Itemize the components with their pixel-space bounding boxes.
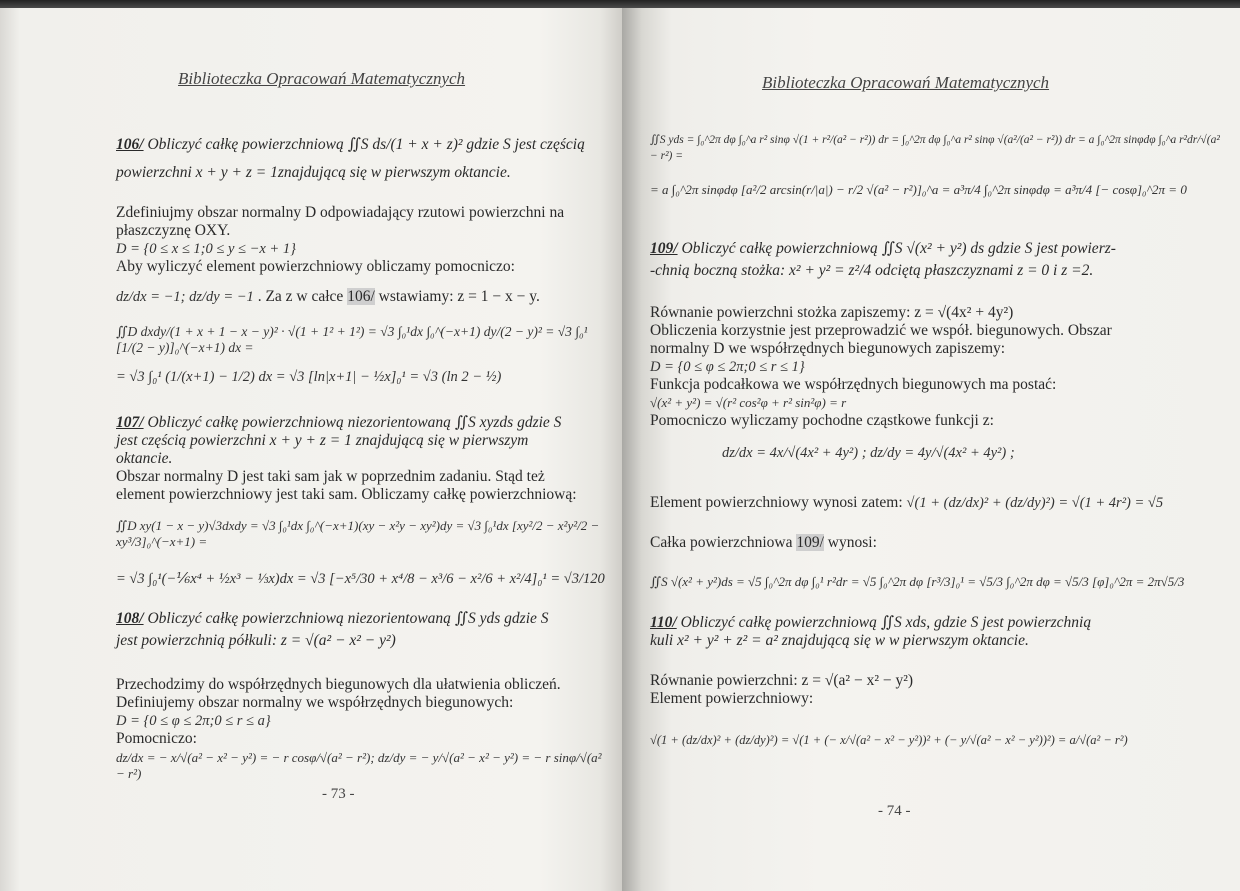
- body-text: Pomocniczo wyliczamy pochodne cząstkowe funkcji z:: [650, 412, 994, 429]
- problem-number: 110/: [650, 614, 677, 631]
- body-text: wstawiamy: z = 1 − x − y.: [378, 288, 540, 305]
- page-number: - 73 -: [322, 786, 355, 802]
- body-text: Zdefiniujmy obszar normalny D odpowiadający rzutowi powierzchni na: [116, 204, 565, 221]
- problem-text: jest częścią powierzchni x + y + z = 1 znajdującą się w pierwszym: [116, 432, 529, 449]
- problem-110: [650, 614, 1091, 632]
- page-73: [0, 8, 622, 891]
- problem-number: 106/: [116, 136, 144, 153]
- problem-106: [116, 136, 585, 154]
- problem-text: jest powierzchnią półkuli: z = √(a² − x² − y²): [116, 632, 396, 649]
- body-text: Element powierzchniowy wynosi zatem:: [650, 494, 903, 511]
- problem-text: oktancie.: [116, 450, 173, 467]
- formula: D = {0 ≤ φ ≤ 2π;0 ≤ r ≤ 1}: [650, 359, 805, 375]
- body-text: wynosi:: [827, 534, 877, 551]
- formula: ∬D dxdy/(1 + x + 1 − x − y)² · √(1 + 1² + 1²) = √3 ∫₀¹dx ∫₀^(−x+1) dy/(2 − y)² = √3 ∫₀¹ [1/(2 − y)]₀^(−x+1) dx =: [116, 324, 588, 355]
- body-text: . Za z w całce: [257, 288, 344, 305]
- problem-text: Obliczyć całkę powierzchniową ∬S √(x² + y²) ds gdzie S jest powierz-: [681, 240, 1116, 257]
- body-text: Równanie powierzchni stożka zapiszemy: z = √(4x² + 4y²): [650, 304, 1014, 321]
- body-text: Obszar normalny D jest taki sam jak w poprzednim zadaniu. Stąd też: [116, 468, 545, 485]
- formula: = √3 ∫₀¹ (1/(x+1) − 1/2) dx = √3 [ln|x+1| − ½x]₀¹ = √3 (ln 2 − ½): [116, 369, 502, 385]
- body-text: Aby wyliczyć element powierzchniowy obliczamy pomocniczo:: [116, 258, 515, 275]
- body-text: płaszczyznę OXY.: [116, 222, 231, 239]
- formula: √(1 + (dz/dx)² + (dz/dy)²) = √(1 + 4r²) = √5: [906, 495, 1164, 511]
- formula: √(x² + y²) = √(r² cos²φ + r² sin²φ) = r: [650, 395, 847, 410]
- formula: √(1 + (dz/dx)² + (dz/dy)²) = √(1 + (− x/√(a² − x² − y²))² + (− y/√(a² − x² − y²))²) = a/√(a² − r²): [650, 733, 1128, 747]
- formula: dz/dx = − x/√(a² − x² − y²) = − r cosφ/√(a² − r²); dz/dy = − y/√(a² − x² − y²) = − r sinφ/√(a² − r²): [116, 750, 602, 781]
- problem-text: -chnią boczną stożka: x² + y² = z²/4 odciętą płaszczyznami z = 0 i z =2.: [650, 262, 1094, 279]
- problem-number: 107/: [116, 414, 144, 431]
- problem-108: [116, 610, 549, 628]
- problem-text: Obliczyć całkę powierzchniową ∬S ds/(1 + x + z)² gdzie S jest częścią: [147, 136, 585, 153]
- body-text: normalny D we współrzędnych biegunowych zapiszemy:: [650, 340, 1006, 357]
- formula-line: [116, 288, 540, 306]
- body-text: Pomocniczo:: [116, 730, 197, 747]
- body-text: Równanie powierzchni: z = √(a² − x² − y²): [650, 672, 914, 689]
- formula: = √3 ∫₀¹(−⅙x⁴ + ½x³ − ⅓x)dx = √3 [−x⁵/30 + x⁴/8 − x³/6 − x²/6 + x²/4]₀¹ = √3/120: [116, 571, 605, 587]
- page-number: - 74 -: [878, 803, 911, 819]
- problem-reference: 106/: [347, 288, 375, 305]
- formula: ∬S yds = ∫₀^2π dφ ∫₀^a r² sinφ √(1 + r²/(a² − r²)) dr = ∫₀^2π dφ ∫₀^a r² sinφ √(a²/(a² − r²)) dr = a ∫₀^2π sinφdφ ∫₀^a r²dr/√(a² − r²) =: [650, 134, 1220, 162]
- formula: dz/dx = 4x/√(4x² + 4y²) ; dz/dy = 4y/√(4x² + 4y²) ;: [722, 445, 1015, 461]
- problem-text: Obliczyć całkę powierzchniową niezorientowaną ∬S xyzds gdzie S: [147, 414, 562, 431]
- problem-text: kuli x² + y² + z² = a² znajdującą się w w pierwszym oktancie.: [650, 632, 1029, 649]
- body-text: Obliczenia korzystnie jest przeprowadzić we współ. biegunowych. Obszar: [650, 322, 1112, 339]
- formula: ∬D xy(1 − x − y)√3dxdy = √3 ∫₀¹dx ∫₀^(−x+1)(xy − x²y − xy²)dy = √3 ∫₀¹dx [xy²/2 − x²y²/2 − xy³/3]₀^(−x+1) =: [116, 518, 600, 549]
- formula: ∬S √(x² + y²)ds = √5 ∫₀^2π dφ ∫₀¹ r²dr = √5 ∫₀^2π dφ [r³/3]₀¹ = √5/3 ∫₀^2π dφ = √5/3 [φ]₀^2π = 2π√5/3: [650, 574, 1185, 589]
- body-text: Całka powierzchniowa: [650, 534, 793, 551]
- problem-107: [116, 414, 561, 432]
- problem-number: 109/: [650, 240, 678, 257]
- body-text: Funkcja podcałkowa we współrzędnych biegunowych ma postać:: [650, 376, 1057, 393]
- running-header: Biblioteczka Opracowań Matematycznych: [178, 69, 466, 88]
- body-text: Element powierzchniowy:: [650, 690, 814, 707]
- problem-text: powierzchni x + y + z = 1znajdującą się w pierwszym oktancie.: [116, 164, 511, 181]
- body-text: Definiujemy obszar normalny we współrzędnych biegunowych:: [116, 694, 514, 711]
- formula: dz/dx = −1; dz/dy = −1: [116, 289, 254, 305]
- body-text-line: [650, 534, 877, 552]
- body-text: Przechodzimy do współrzędnych biegunowych dla ułatwienia obliczeń.: [116, 676, 561, 693]
- formula: = a ∫₀^2π sinφdφ [a²/2 arcsin(r/|a|) − r/2 √(a² − r²)]₀^a = a³π/4 ∫₀^2π sinφdφ = a³π/4 [− cosφ]₀^2π = 0: [650, 182, 1187, 197]
- problem-text: Obliczyć całkę powierzchniową niezorientowaną ∬S yds gdzie S: [147, 610, 549, 627]
- formula: D = {0 ≤ x ≤ 1;0 ≤ y ≤ −x + 1}: [116, 241, 296, 257]
- problem-reference: 109/: [796, 534, 824, 551]
- page-74: [622, 8, 1240, 891]
- problem-109: [650, 240, 1116, 258]
- problem-text: Obliczyć całkę powierzchniową ∬S xds, gdzie S jest powierzchnią: [680, 614, 1092, 631]
- body-text: element powierzchniowy jest taki sam. Obliczamy całkę powierzchniową:: [116, 486, 577, 503]
- formula-line: [650, 494, 1163, 512]
- formula: D = {0 ≤ φ ≤ 2π;0 ≤ r ≤ a}: [116, 713, 271, 729]
- running-header: Biblioteczka Opracowań Matematycznych: [762, 73, 1050, 92]
- problem-number: 108/: [116, 610, 144, 627]
